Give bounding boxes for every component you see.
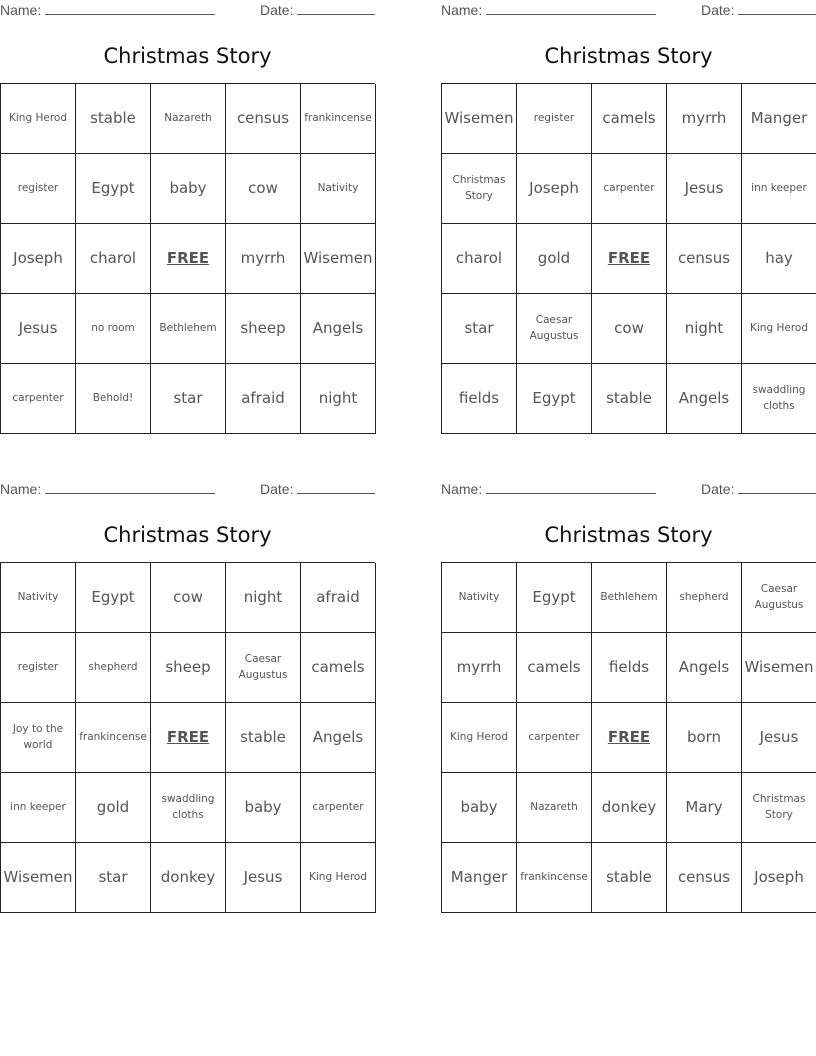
bingo-cell[interactable]: carpenter xyxy=(1,364,76,434)
bingo-cell[interactable]: baby xyxy=(442,773,517,843)
bingo-cell[interactable]: born xyxy=(667,703,742,773)
bingo-cell[interactable]: Wisemen xyxy=(442,84,517,154)
bingo-cell[interactable]: Egypt xyxy=(517,364,592,434)
bingo-cell[interactable]: sheep xyxy=(151,633,226,703)
bingo-cell[interactable]: Angels xyxy=(301,703,376,773)
bingo-grid xyxy=(0,83,375,434)
bingo-cell[interactable]: sheep xyxy=(226,294,301,364)
bingo-cell[interactable]: star xyxy=(442,294,517,364)
bingo-cell[interactable]: hay xyxy=(742,224,816,294)
bingo-card xyxy=(441,0,816,434)
bingo-cell[interactable]: stable xyxy=(592,364,667,434)
bingo-cell[interactable]: register xyxy=(517,84,592,154)
name-blank-line[interactable] xyxy=(45,482,215,494)
bingo-cell[interactable]: Nazareth xyxy=(151,84,226,154)
bingo-cell[interactable]: Egypt xyxy=(76,563,151,633)
bingo-cell[interactable]: Egypt xyxy=(517,563,592,633)
bingo-cell[interactable]: King Herod xyxy=(742,294,816,364)
bingo-cell[interactable]: charol xyxy=(76,224,151,294)
bingo-cell[interactable]: afraid xyxy=(226,364,301,434)
bingo-cell[interactable]: King Herod xyxy=(442,703,517,773)
date-field[interactable] xyxy=(701,481,816,497)
bingo-cell[interactable]: no room xyxy=(76,294,151,364)
name-label: Name: xyxy=(441,481,483,497)
bingo-cell[interactable]: Angels xyxy=(667,633,742,703)
bingo-cell[interactable]: myrrh xyxy=(442,633,517,703)
name-field[interactable] xyxy=(441,2,656,18)
bingo-cell[interactable]: cow xyxy=(151,563,226,633)
bingo-cell[interactable]: Behold! xyxy=(76,364,151,434)
bingo-cell[interactable]: register xyxy=(1,633,76,703)
card-header xyxy=(441,479,816,501)
date-label: Date: xyxy=(701,2,735,18)
card-title: Christmas Story xyxy=(544,44,713,68)
bingo-cell[interactable]: carpenter xyxy=(592,154,667,224)
bingo-cell[interactable]: star xyxy=(151,364,226,434)
bingo-cell[interactable]: frankincense xyxy=(76,703,151,773)
bingo-cell[interactable]: King Herod xyxy=(301,843,376,913)
bingo-cell[interactable]: shepherd xyxy=(76,633,151,703)
bingo-cell[interactable]: Angels xyxy=(301,294,376,364)
bingo-cell[interactable]: Caesar Augustus xyxy=(226,633,301,703)
bingo-cell[interactable]: Jesus xyxy=(742,703,816,773)
bingo-cell[interactable]: frankincense xyxy=(301,84,376,154)
bingo-cell[interactable]: baby xyxy=(226,773,301,843)
bingo-cell[interactable]: carpenter xyxy=(517,703,592,773)
bingo-cell[interactable]: Caesar Augustus xyxy=(517,294,592,364)
bingo-cell[interactable]: night xyxy=(301,364,376,434)
bingo-cell[interactable]: Angels xyxy=(667,364,742,434)
bingo-cell[interactable]: Manger xyxy=(442,843,517,913)
bingo-cell[interactable]: donkey xyxy=(151,843,226,913)
name-field[interactable] xyxy=(0,481,215,497)
bingo-cell[interactable]: fields xyxy=(442,364,517,434)
bingo-cell[interactable]: Bethlehem xyxy=(151,294,226,364)
bingo-grid xyxy=(441,562,816,913)
bingo-cell[interactable]: night xyxy=(226,563,301,633)
bingo-cell[interactable]: cow xyxy=(592,294,667,364)
bingo-cell[interactable]: Egypt xyxy=(76,154,151,224)
bingo-cell[interactable]: Wisemen xyxy=(1,843,76,913)
bingo-cell[interactable]: cow xyxy=(226,154,301,224)
free-space[interactable]: FREE xyxy=(151,703,226,773)
bingo-cell[interactable]: Manger xyxy=(742,84,816,154)
name-field[interactable] xyxy=(441,481,656,497)
bingo-cell[interactable]: star xyxy=(76,843,151,913)
bingo-grid xyxy=(441,83,816,434)
bingo-cell[interactable]: census xyxy=(226,84,301,154)
bingo-cell[interactable]: census xyxy=(667,224,742,294)
bingo-cell[interactable]: Bethlehem xyxy=(592,563,667,633)
bingo-cell[interactable]: register xyxy=(1,154,76,224)
bingo-card xyxy=(0,0,375,434)
free-space[interactable]: FREE xyxy=(151,224,226,294)
bingo-cell[interactable]: camels xyxy=(301,633,376,703)
bingo-cell[interactable]: Joseph xyxy=(517,154,592,224)
date-field[interactable] xyxy=(260,481,375,497)
bingo-cell[interactable]: Nazareth xyxy=(517,773,592,843)
card-header xyxy=(441,0,816,22)
bingo-cell[interactable]: inn keeper xyxy=(1,773,76,843)
bingo-cell[interactable]: gold xyxy=(517,224,592,294)
free-space[interactable]: FREE xyxy=(592,703,667,773)
bingo-cell[interactable]: Jesus xyxy=(1,294,76,364)
date-blank-line[interactable] xyxy=(297,482,375,494)
bingo-cell[interactable]: afraid xyxy=(301,563,376,633)
name-blank-line[interactable] xyxy=(486,3,656,15)
bingo-cell[interactable]: shepherd xyxy=(667,563,742,633)
bingo-cell[interactable]: Wisemen xyxy=(742,633,816,703)
bingo-grid xyxy=(0,562,375,913)
bingo-cell[interactable]: fields xyxy=(592,633,667,703)
date-label: Date: xyxy=(260,2,294,18)
card-title: Christmas Story xyxy=(103,44,272,68)
bingo-cell[interactable]: Christmas Story xyxy=(742,773,816,843)
card-header xyxy=(0,0,375,22)
bingo-cell[interactable]: King Herod xyxy=(1,84,76,154)
bingo-cell[interactable]: swaddling cloths xyxy=(742,364,816,434)
name-label: Name: xyxy=(0,481,42,497)
date-blank-line[interactable] xyxy=(297,3,375,15)
date-field[interactable] xyxy=(701,2,816,18)
bingo-card xyxy=(0,479,375,913)
bingo-cell[interactable]: Nativity xyxy=(1,563,76,633)
bingo-cell[interactable]: baby xyxy=(151,154,226,224)
card-title: Christmas Story xyxy=(544,523,713,547)
bingo-cell[interactable]: Joseph xyxy=(1,224,76,294)
name-label: Name: xyxy=(441,2,483,18)
date-label: Date: xyxy=(260,481,294,497)
bingo-cell[interactable]: Jesus xyxy=(667,154,742,224)
bingo-cell[interactable]: inn keeper xyxy=(742,154,816,224)
date-blank-line[interactable] xyxy=(738,482,816,494)
bingo-cell[interactable]: donkey xyxy=(592,773,667,843)
bingo-cell[interactable]: carpenter xyxy=(301,773,376,843)
date-field[interactable] xyxy=(260,2,375,18)
card-header xyxy=(0,479,375,501)
name-label: Name: xyxy=(0,2,42,18)
date-label: Date: xyxy=(701,481,735,497)
bingo-cell[interactable]: census xyxy=(667,843,742,913)
date-blank-line[interactable] xyxy=(738,3,816,15)
bingo-cell[interactable]: myrrh xyxy=(667,84,742,154)
bingo-cell[interactable]: camels xyxy=(517,633,592,703)
bingo-cell[interactable]: charol xyxy=(442,224,517,294)
bingo-cell[interactable]: stable xyxy=(226,703,301,773)
bingo-cell[interactable]: stable xyxy=(592,843,667,913)
bingo-cell[interactable]: Christmas Story xyxy=(442,154,517,224)
bingo-cell[interactable]: Mary xyxy=(667,773,742,843)
bingo-cell[interactable]: Caesar Augustus xyxy=(742,563,816,633)
bingo-cell[interactable]: Joseph xyxy=(742,843,816,913)
bingo-cell[interactable]: gold xyxy=(76,773,151,843)
bingo-cell[interactable]: stable xyxy=(76,84,151,154)
bingo-cell[interactable]: Jesus xyxy=(226,843,301,913)
card-title: Christmas Story xyxy=(103,523,272,547)
free-space[interactable]: FREE xyxy=(592,224,667,294)
bingo-cell[interactable]: Joy to the world xyxy=(1,703,76,773)
bingo-cell[interactable]: myrrh xyxy=(226,224,301,294)
bingo-cell[interactable]: Nativity xyxy=(442,563,517,633)
bingo-cell[interactable]: night xyxy=(667,294,742,364)
bingo-card xyxy=(441,479,816,913)
bingo-cell[interactable]: swaddling cloths xyxy=(151,773,226,843)
bingo-cell[interactable]: Wisemen xyxy=(301,224,376,294)
bingo-cell[interactable]: frankincense xyxy=(517,843,592,913)
bingo-cell[interactable]: camels xyxy=(592,84,667,154)
name-field[interactable] xyxy=(0,2,215,18)
name-blank-line[interactable] xyxy=(45,3,215,15)
bingo-cell[interactable]: Nativity xyxy=(301,154,376,224)
name-blank-line[interactable] xyxy=(486,482,656,494)
